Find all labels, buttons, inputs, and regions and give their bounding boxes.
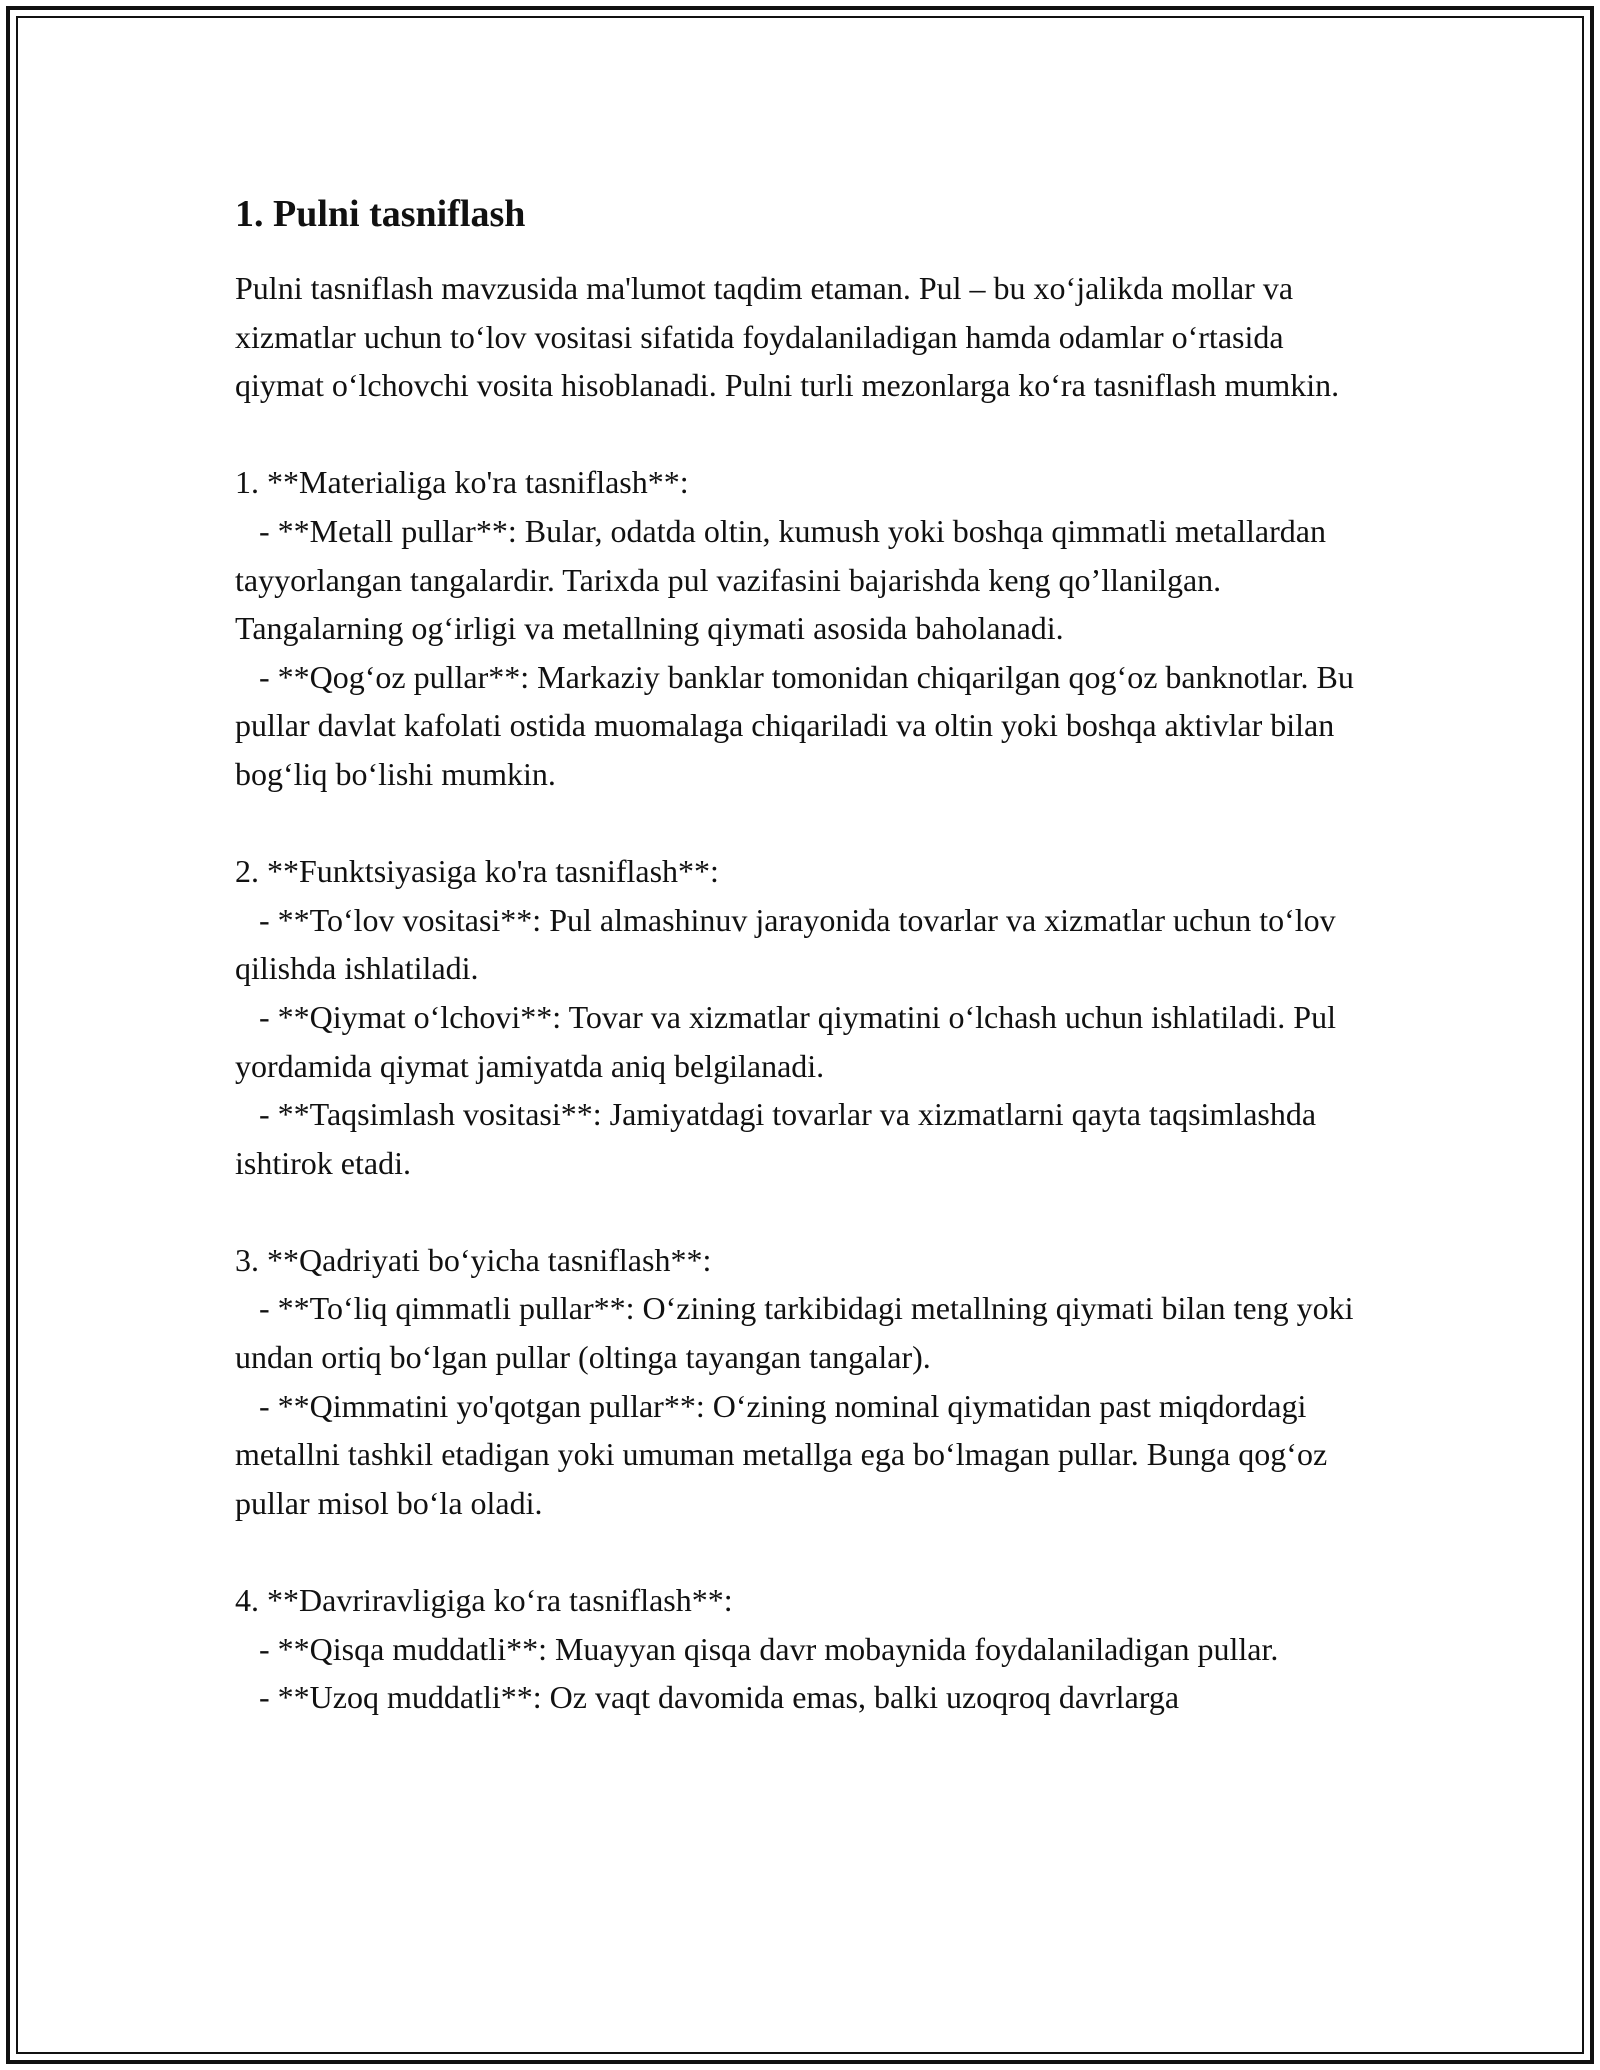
spacer	[235, 799, 1375, 848]
spacer	[235, 410, 1375, 459]
section-heading: 2. **Funktsiyasiga ko'ra tasniflash**:	[235, 853, 719, 890]
list-item: - **Qimmatini yo'qotgan pullar**: O‘zining nominal qiymatidan past miqdordagi metallni tashkil etadigan yoki umuman metallga ega bo‘lmagan pullar. Bunga qog‘oz pullar misol bo‘la oladi.	[235, 1387, 1336, 1521]
list-item: - **Uzoq muddatli**: Oz vaqt davomida emas, balki uzoqroq davrlarga	[235, 1679, 1180, 1716]
list-item: - **Qiymat o‘lchovi**: Tovar va xizmatlar qiymatini o‘lchash uchun ishlatiladi. Pul yordamida qiymat jamiyatda aniq belgilanadi.	[235, 998, 1344, 1084]
section-material	[235, 458, 1375, 798]
section-heading: 4. **Davriravligiga ko‘ra tasniflash**:	[235, 1582, 733, 1619]
list-item: - **Qisqa muddatli**: Muayyan qisqa davr mobaynida foydalaniladigan pullar.	[235, 1630, 1279, 1667]
document-title: 1. Pulni tasniflash	[235, 193, 526, 235]
section-value	[235, 1236, 1375, 1528]
section-function	[235, 847, 1375, 1187]
intro-paragraph: Pulni tasniflash mavzusida ma'lumot taqdim etaman. Pul – bu xo‘jalikda mollar va xizmatlar uchun to‘lov vositasi sifatida foydalaniladigan hamda odamlar o‘rtasida qiymat o‘lchovchi vosita hisoblanadi. Pulni turli mezonlarga ko‘ra tasniflash mumkin.	[235, 270, 1340, 404]
list-item: - **Taqsimlash vositasi**: Jamiyatdagi tovarlar va xizmatlarni qayta taqsimlashda ishtirok etadi.	[235, 1096, 1325, 1181]
list-item: - **To‘lov vositasi**: Pul almashinuv jarayonida tovarlar va xizmatlar uchun to‘lov qilishda ishlatiladi.	[235, 901, 1344, 987]
section-duration	[235, 1576, 1375, 1722]
list-item: - **Metall pullar**: Bular, odatda oltin, kumush yoki boshqa qimmatli metallardan tayyorlangan tangalardir. Tarixda pul vazifasini bajarishda keng qo’llanilgan. Tangalarning og‘irligi va metallning qiymati asosida baholanadi.	[235, 512, 1334, 647]
section-heading: 3. **Qadriyati bo‘yicha tasniflash**:	[235, 1241, 712, 1278]
document-body	[235, 185, 1375, 1722]
list-item: - **To‘liq qimmatli pullar**: O‘zining tarkibidagi metallning qiymati bilan teng yoki undan ortiq bo‘lgan pullar (oltinga tayangan tangalar).	[235, 1290, 1362, 1376]
spacer	[235, 1187, 1375, 1236]
section-heading: 1. **Materialiga ko'ra tasniflash**:	[235, 464, 689, 501]
list-item: - **Qog‘oz pullar**: Markaziy banklar tomonidan chiqarilgan qog‘oz banknotlar. Bu pullar davlat kafolati ostida muomalaga chiqariladi va oltin yoki boshqa aktivlar bilan bog‘liq bo‘lishi mumkin.	[235, 658, 1362, 792]
spacer	[235, 1527, 1375, 1576]
